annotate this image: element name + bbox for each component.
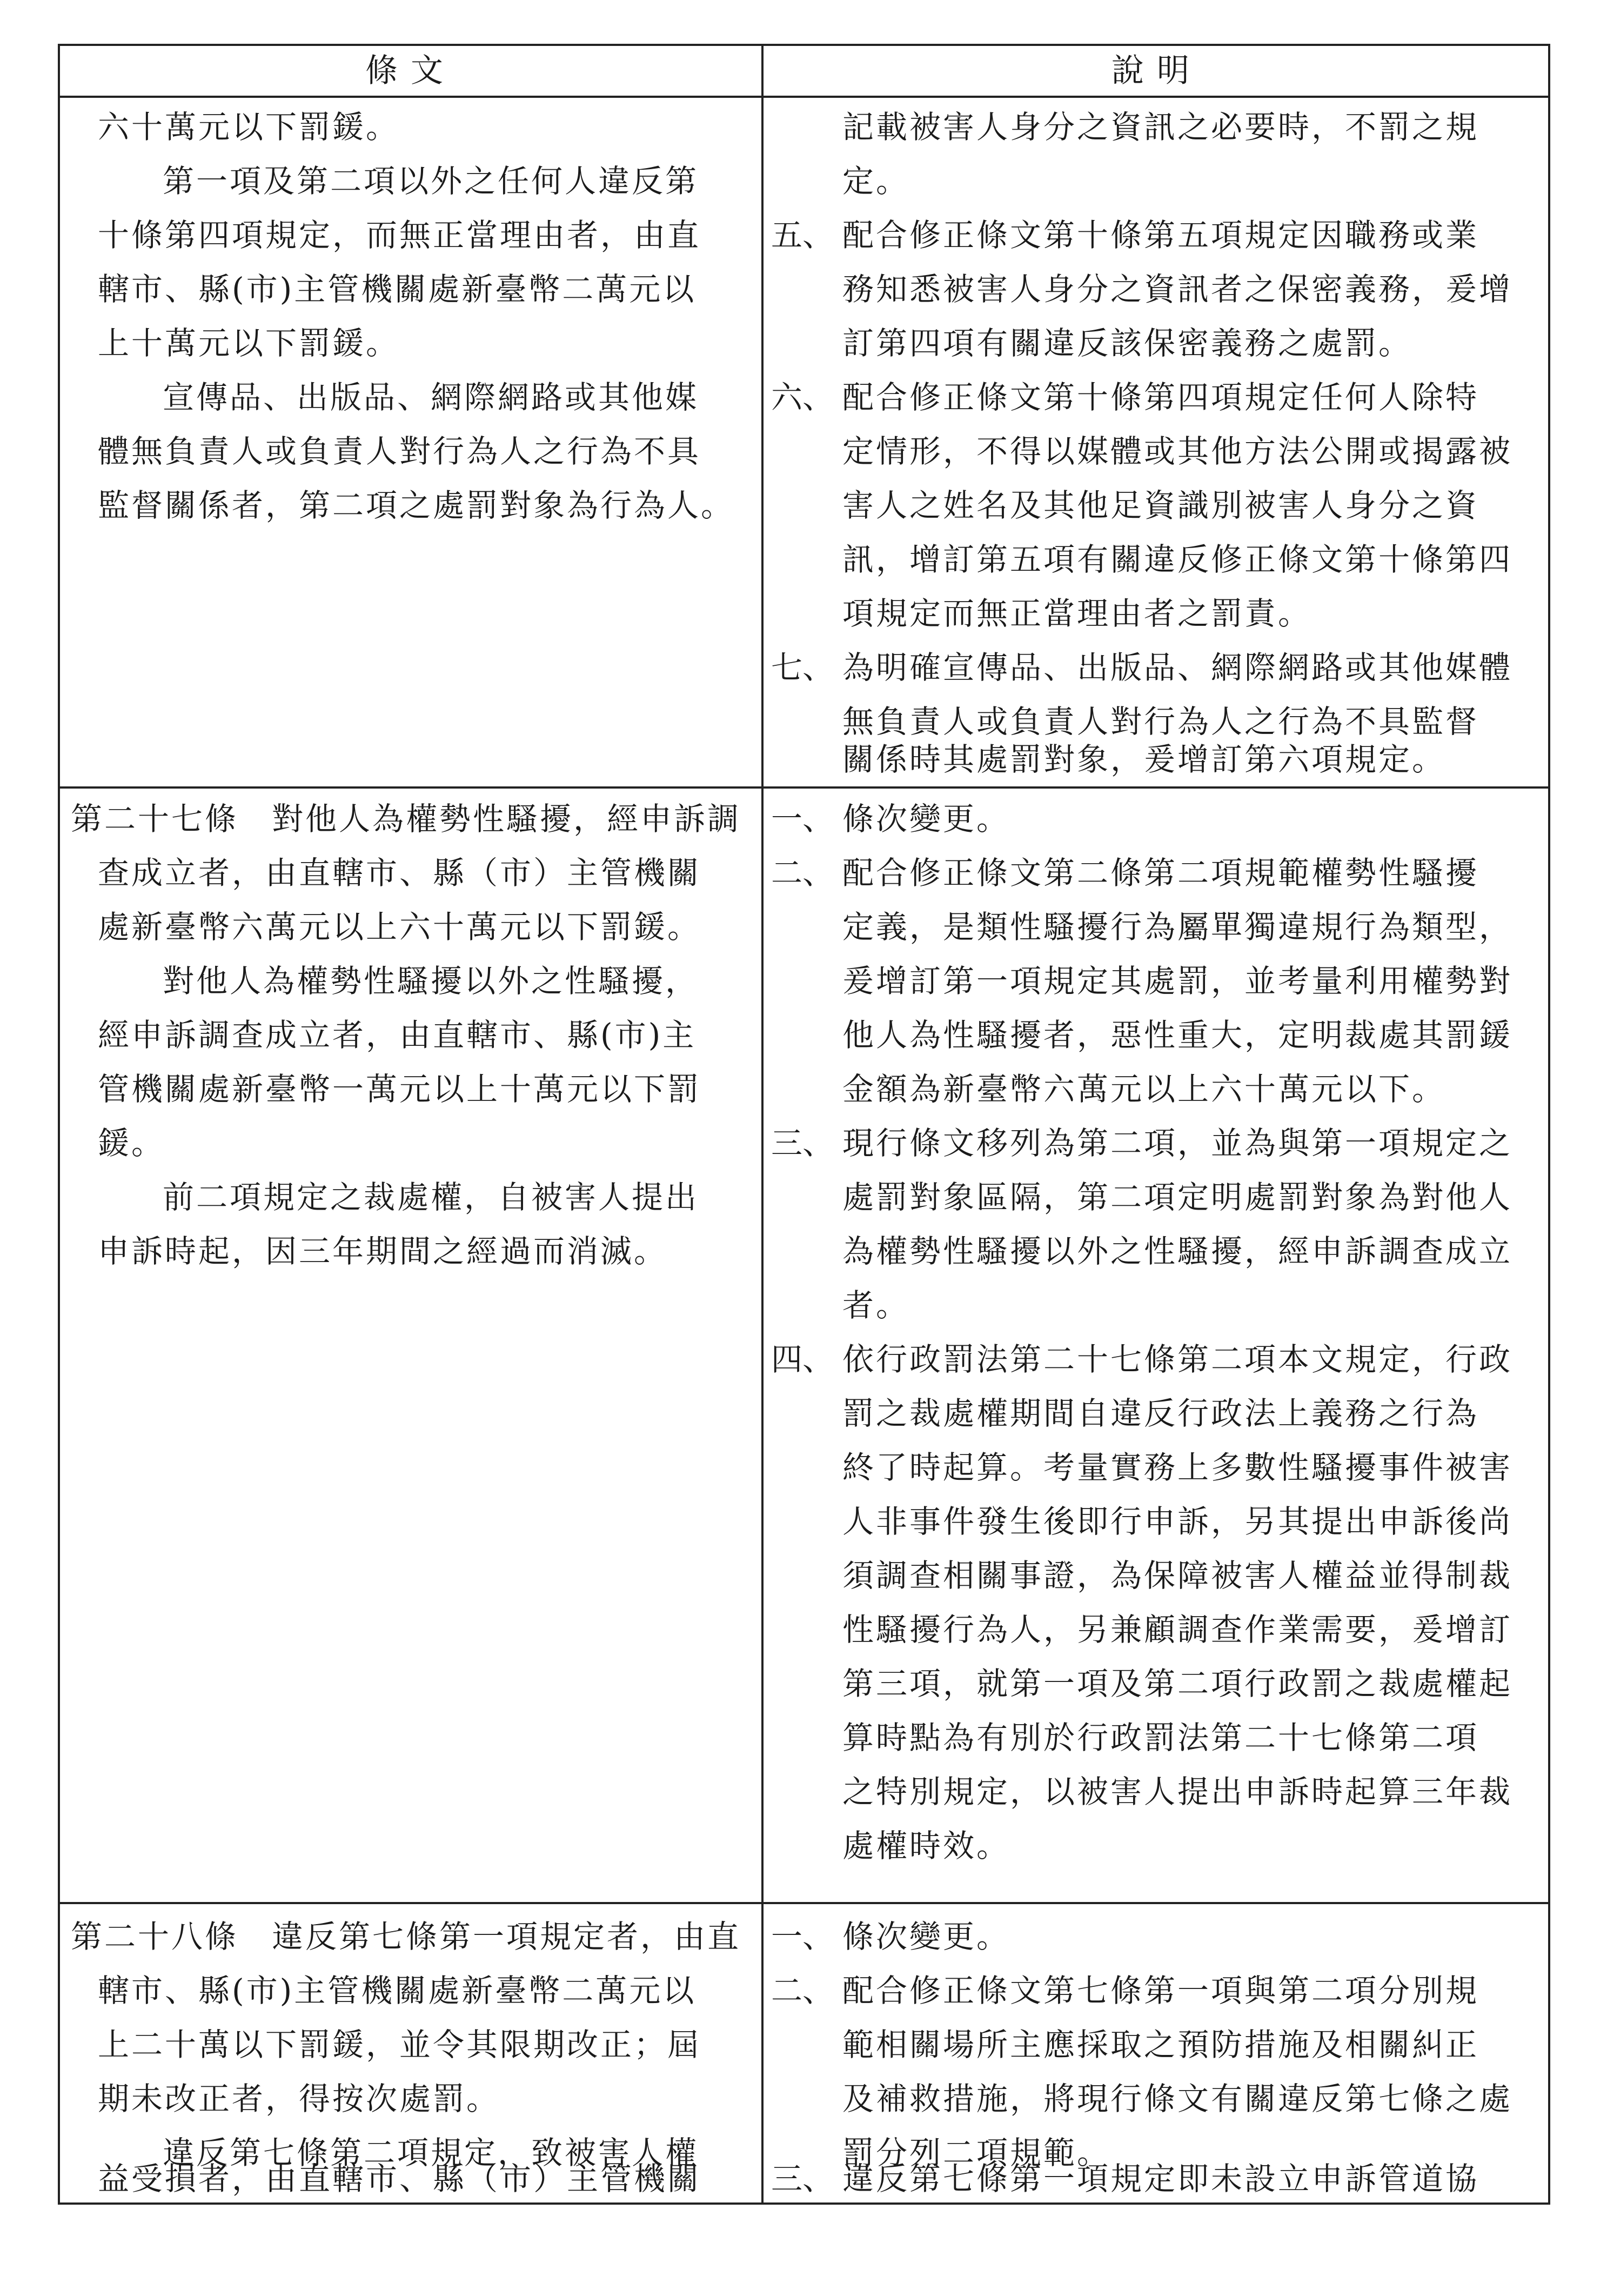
explanation-line: 記載被害人身分之資訊之必要時，不罰之規 [842,109,1479,145]
item-number: 一、 [771,1918,834,1955]
explanation-line: 項規定而無正當理由者之罰責。 [842,595,1312,632]
explanation-line: 定義，是類性騷擾行為屬單獨違規行為類型， [842,909,1513,945]
header-article: 條文 [365,52,456,90]
row-divider [60,786,1548,789]
item-number: 三、 [771,2160,834,2197]
article-line: 監督關係者，第二項之處罰對象為行為人。 [98,487,735,524]
item-number: 二、 [771,855,834,891]
article-line: 體無負責人或負責人對行為人之行為不具 [98,433,701,470]
explanation-line: 他人為性騷擾者，惡性重大，定明裁處其罰鍰 [842,1017,1513,1053]
article-line: 十條第四項規定，而無正當理由者，由直 [98,217,701,253]
item-number: 二、 [771,1972,834,2009]
article-line: 經申訴調查成立者，由直轄市、縣(市)主 [98,1017,697,1053]
article-line: 上十萬元以下罰鍰。 [98,325,400,362]
article-line: 管機關處新臺幣一萬元以上十萬元以下罰 [98,1071,701,1107]
item-number: 六、 [771,379,834,416]
explanation-line: 條次變更。 [842,1918,1010,1955]
explanation-line: 害人之姓名及其他足資識別被害人身分之資 [842,487,1479,524]
explanation-line: 範相關場所主應採取之預防措施及相關糾正 [842,2026,1479,2063]
explanation-line: 之特別規定，以被害人提出申訴時起算三年裁 [842,1773,1513,1810]
item-number: 三、 [771,1125,834,1162]
header-explanation: 說明 [1111,52,1202,90]
column-divider [761,46,764,2202]
article-line: 第二十八條 違反第七條第一項規定者，由直 [71,1918,741,1955]
explanation-line: 為權勢性騷擾以外之性騷擾，經申訴調查成立 [842,1233,1513,1270]
explanation-line: 無負責人或負責人對行為人之行為不具監督 [842,703,1479,740]
article-line: 轄市、縣(市)主管機關處新臺幣二萬元以 [98,1972,697,2009]
explanation-line: 為明確宣傳品、出版品、網際網路或其他媒體 [842,649,1513,686]
article-line: 查成立者，由直轄市、縣（市）主管機關 [98,855,701,891]
explanation-line: 第三項，就第一項及第二項行政罰之裁處權起 [842,1665,1513,1702]
explanation-line: 及補救措施，將現行條文有關違反第七條之處 [842,2080,1513,2117]
explanation-line: 處權時效。 [842,1827,1010,1864]
explanation-line: 性騷擾行為人，另兼顧調查作業需要，爰增訂 [842,1611,1513,1648]
header-divider [60,96,1548,98]
explanation-line: 算時點為有別於行政罰法第二十七條第二項 [842,1719,1479,1756]
article-line: 違反第七條第二項規定，致被害人權 [163,2134,699,2171]
explanation-line: 違反第七條第一項規定即未設立申訴管道協 [842,2160,1479,2197]
explanation-line: 配合修正條文第十條第四項規定任何人除特 [842,379,1479,416]
article-line: 處新臺幣六萬元以上六十萬元以下罰鍰。 [98,909,701,945]
explanation-line: 訂第四項有關違反該保密義務之處罰。 [842,325,1412,362]
explanation-line: 依行政罰法第二十七條第二項本文規定，行政 [842,1341,1513,1378]
explanation-line: 關係時其處罰對象，爰增訂第六項規定。 [842,741,1446,778]
article-line: 第二十七條 對他人為權勢性騷擾，經申訴調 [71,800,741,837]
article-line: 期未改正者，得按次處罰。 [98,2080,500,2117]
explanation-line: 配合修正條文第十條第五項規定因職務或業 [842,217,1479,253]
item-number: 七、 [771,649,834,686]
article-line: 申訴時起，因三年期間之經過而消滅。 [98,1233,668,1270]
explanation-line: 爰增訂第一項規定其處罰，並考量利用權勢對 [842,963,1513,999]
explanation-line: 人非事件發生後即行申訴，另其提出申訴後尚 [842,1503,1513,1540]
article-line: 益受損者，由直轄市、縣（市）主管機關 [98,2160,701,2197]
document-table [58,44,1550,2205]
item-number: 四、 [771,1341,834,1378]
explanation-line: 定情形，不得以媒體或其他方法公開或揭露被 [842,433,1513,470]
explanation-line: 終了時起算。考量實務上多數性騷擾事件被害 [842,1449,1513,1486]
explanation-line: 訊，增訂第五項有關違反修正條文第十條第四 [842,541,1513,578]
article-line: 上二十萬以下罰鍰，並令其限期改正；屆 [98,2026,701,2063]
explanation-line: 條次變更。 [842,800,1010,837]
explanation-line: 須調查相關事證，為保障被害人權益並得制裁 [842,1557,1513,1594]
item-number: 五、 [771,217,834,253]
article-line: 第一項及第二項以外之任何人違反第 [163,163,699,199]
explanation-line: 定。 [842,163,910,199]
article-line: 前二項規定之裁處權，自被害人提出 [163,1179,699,1216]
explanation-line: 配合修正條文第七條第一項與第二項分別規 [842,1972,1479,2009]
explanation-line: 配合修正條文第二條第二項規範權勢性騷擾 [842,855,1479,891]
explanation-line: 罰之裁處權期間自違反行政法上義務之行為 [842,1395,1479,1432]
article-line: 鍰。 [98,1125,165,1162]
explanation-line: 現行條文移列為第二項，並為與第一項規定之 [842,1125,1513,1162]
article-line: 轄市、縣(市)主管機關處新臺幣二萬元以 [98,271,697,308]
explanation-line: 罰分列二項規範。 [842,2134,1111,2171]
explanation-line: 金額為新臺幣六萬元以上六十萬元以下。 [842,1071,1446,1107]
row-divider [60,1902,1548,1904]
explanation-line: 務知悉被害人身分之資訊者之保密義務，爰增 [842,271,1513,308]
item-number: 一、 [771,800,834,837]
explanation-line: 處罰對象區隔，第二項定明處罰對象為對他人 [842,1179,1513,1216]
article-line: 對他人為權勢性騷擾以外之性騷擾， [163,963,699,999]
article-line: 六十萬元以下罰鍰。 [98,109,400,145]
article-line: 宣傳品、出版品、網際網路或其他媒 [163,379,699,416]
explanation-line: 者。 [842,1287,910,1324]
